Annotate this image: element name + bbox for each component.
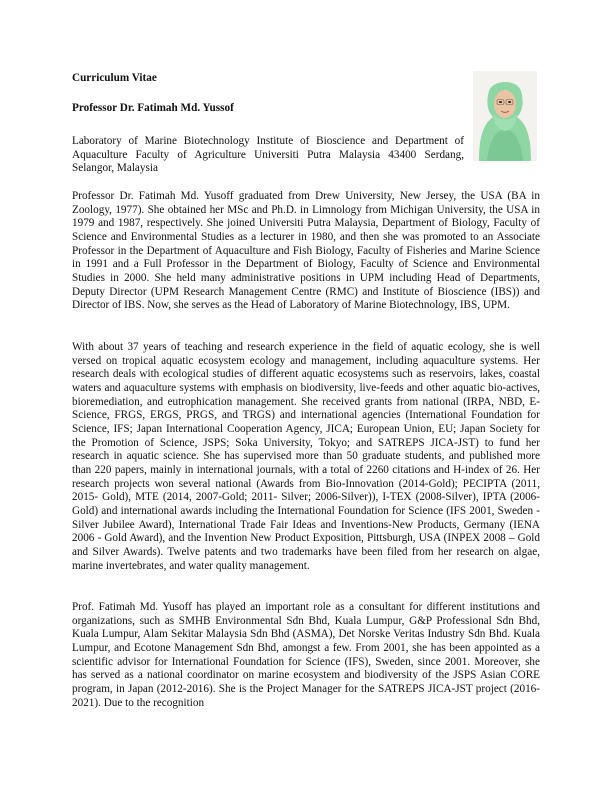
portrait-photo xyxy=(473,71,537,161)
person-name: Professor Dr. Fatimah Md. Yussof xyxy=(72,102,234,114)
bio-paragraph-1: Professor Dr. Fatimah Md. Yusoff graduated from Drew University, New Jersey, the USA (BA in Zoology, 1977). She obtained her MSc and Ph.D. in Limnology from Michigan University, the USA in 1979 and 1987, respectively. She joined Universiti Putra Malaysia, Department of Biology, Faculty of Science and Environmental Studies as a lecturer in 1980, and then she was promoted to an Associate Professor in the Department of Aquaculture and Fish Biology, Faculty of Fisheries and Marine Science in 1991 and a Full Professor in the Department of Biology, Faculty of Science and Environmental Studies in 2000. She held many administrative positions in UPM including Head of Departments, Deputy Director (UPM Research Management Centre (RMC) and Institute of Bioscience (IBS)) and Director of IBS. Now, she serves as the Head of Laboratory of Marine Biotechnology, IBS, UPM. xyxy=(72,190,540,312)
bio-paragraph-3: Prof. Fatimah Md. Yusoff has played an important role as a consultant for different institutions and organizations, such as SMHB Environmental Sdn Bhd, Kuala Lumpur, G&P Professional Sdn Bhd, Kuala Lumpur, Alam Sekitar Malaysia Sdn Bhd (ASMA), Det Norske Veritas Industry Sdn Bhd. Kuala Lumpur, and Ecotone Management Sdn Bhd, amongst a few. From 2001, she has been appointed as a scientific advisor for International Foundation for Science (IFS), Sweden, since 2001. Moreover, she has served as a national coordinator on marine ecosystem and biodiversity of the JSPS Asian CORE program, in Japan (2012-2016). She is the Project Manager for the SATREPS JICA-JST project (2016-2021). Due to the recognition xyxy=(72,601,540,709)
document-heading: Curriculum Vitae xyxy=(72,72,157,84)
bio-paragraph-2: With about 37 years of teaching and research experience in the field of aquatic ecology, she is well versed on tropical aquatic ecosystem ecology and management, including aquaculture systems. Her research deals with ecological studies of different aquatic ecosystems such as reservoirs, lakes, coastal waters and aquaculture systems with emphasis on biodiversity, live-feeds and other aquatic bio-actives, bioremediation, and eutrophication management. She received grants from national (IRPA, NBD, E-Science, FRGS, ERGS, PRGS, and TRGS) and international agencies (International Foundation for Science, IFS; Japan International Cooperation Agency, JICA; European Union, EU; Japan Society for the Promotion of Science, JSPS; Soka University, Tokyo; and SATREPS JICA-JST) to fund her research in aquatic science. She has supervised more than 50 graduate students, and published more than 220 papers, mainly in international journals, with a total of 2260 citations and H-index of 26. Her research projects won several national (Awards from Bio-Innovation (2014-Gold); PECIPTA (2011, 2015- Gold), MTE (2014, 2007-Gold; 2011- Silver; 2006-Silver)), I-TEX (2008-Silver), IPTA (2006- Gold) and international awards including the International Foundation for Science (IFS 2001, Sweden - Silver Jubilee Award), International Trade Fair Ideas and Inventions-New Products, Germany (IENA 2006 - Gold Award), and the Invention New Product Exposition, Pittsburgh, USA (INPEX 2008 – Gold and Silver Awards). Twelve patents and two trademarks have been filed from her research on algae, marine invertebrates, and water quality management. xyxy=(72,341,540,572)
affiliation: Laboratory of Marine Biotechnology Institute of Bioscience and Department of Aquaculture Faculty of Agriculture Universiti Putra Malaysia 43400 Serdang, Selangor, Malaysia xyxy=(72,135,464,175)
portrait-icon xyxy=(473,71,537,161)
